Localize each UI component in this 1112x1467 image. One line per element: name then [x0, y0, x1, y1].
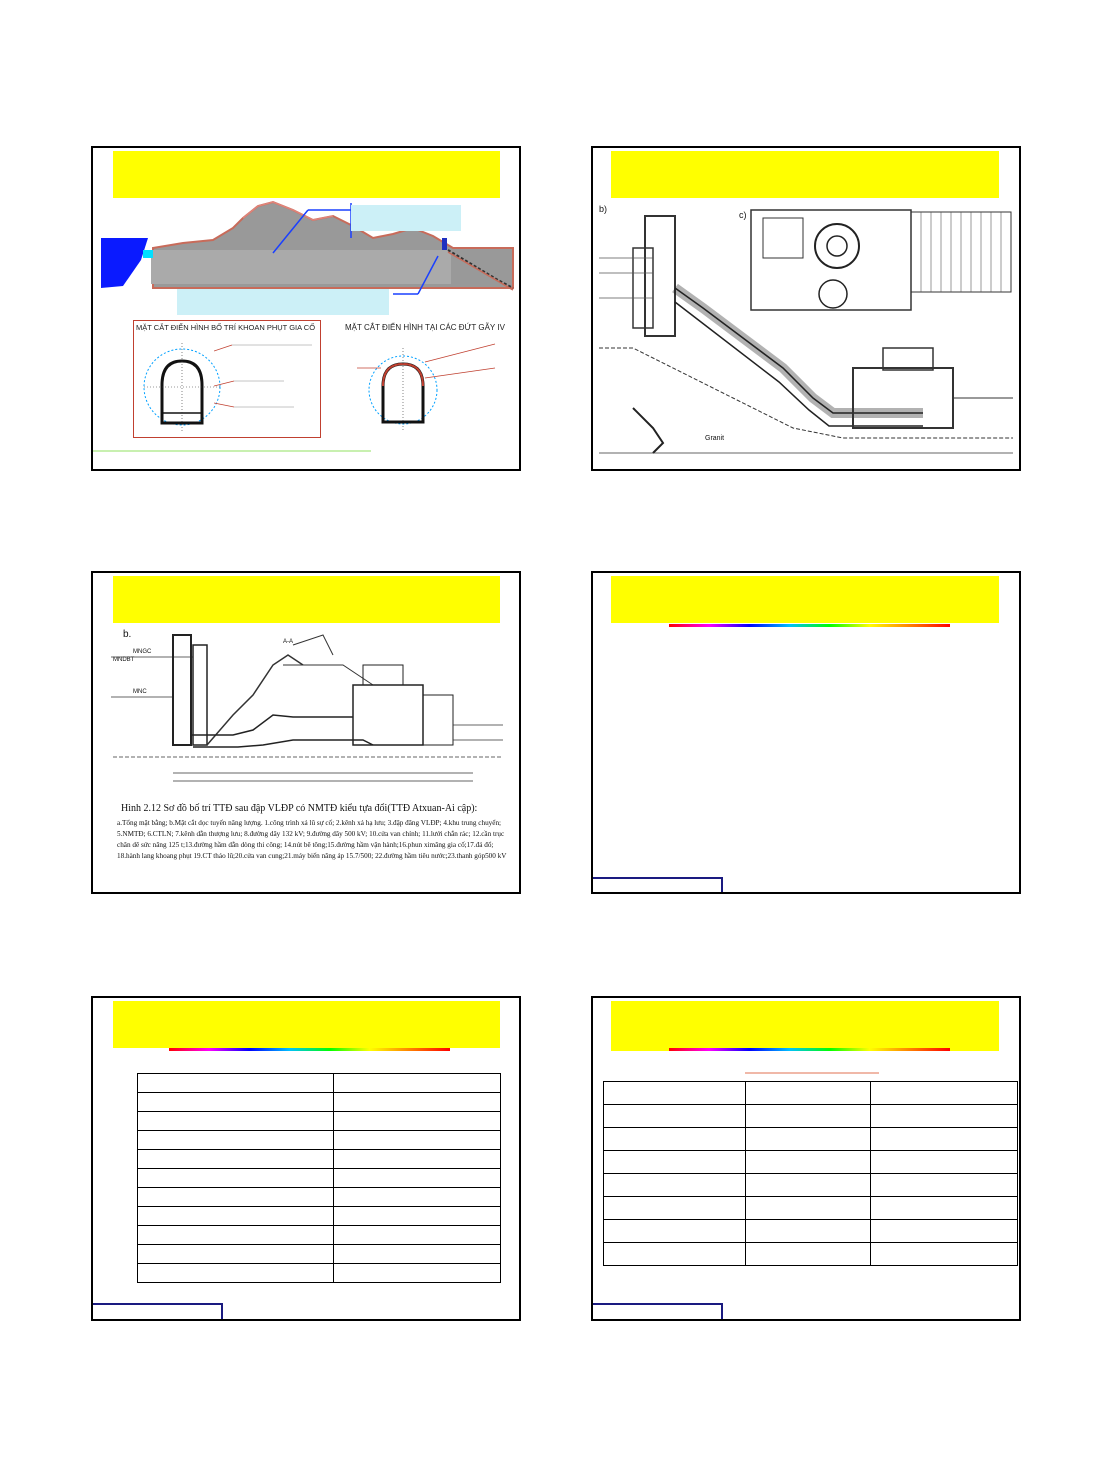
slide-1-callout-box-top [351, 205, 461, 231]
table-cell [870, 1174, 1017, 1197]
slide-5-rainbow-rule [169, 1048, 450, 1051]
table-cell [138, 1074, 334, 1093]
slide-6-data-table [603, 1081, 1018, 1266]
slide-2 [591, 146, 1021, 471]
slide-5-title-banner [113, 1001, 500, 1048]
slide-1-right-tunnel-diagram [355, 338, 515, 438]
table-cell [746, 1174, 870, 1197]
table-cell [138, 1264, 334, 1283]
table-cell [870, 1151, 1017, 1174]
slide-1-left-tunnel-diagram [142, 335, 222, 435]
table-cell [334, 1093, 501, 1112]
table-cell [870, 1197, 1017, 1220]
slide-1-title-banner [113, 151, 500, 198]
table-row [138, 1150, 501, 1169]
slide-2-label-c: c) [739, 210, 747, 220]
table-row [138, 1188, 501, 1207]
slide-1-left-section-panel [133, 320, 321, 438]
table-cell [138, 1112, 334, 1131]
table-row [138, 1207, 501, 1226]
slide-6-rainbow-rule [669, 1048, 950, 1051]
table-cell [746, 1128, 870, 1151]
slide-1-right-section-title: MẶT CẮT ĐIỂN HÌNH TẠI CÁC ĐỨT GÃY IV [345, 323, 505, 332]
table-cell [604, 1174, 746, 1197]
slide-1-footer-line [93, 450, 371, 452]
table-row [138, 1226, 501, 1245]
slide-3-label-b: b. [123, 629, 132, 640]
table-cell [604, 1220, 746, 1243]
table-row [138, 1074, 501, 1093]
table-cell [604, 1128, 746, 1151]
table-cell [870, 1105, 1017, 1128]
table-cell [746, 1082, 870, 1105]
table-row [604, 1105, 1018, 1128]
slide-4-footer-box [593, 877, 723, 894]
table-row [138, 1112, 501, 1131]
table-row [604, 1243, 1018, 1266]
table-row [604, 1082, 1018, 1105]
table-cell [870, 1243, 1017, 1266]
slide-3-mngc: MNGC [133, 649, 152, 655]
table-cell [604, 1082, 746, 1105]
slide-6-footer-box [593, 1303, 723, 1321]
slide-4-rainbow-rule [669, 624, 950, 627]
slide-3-mndbt: MNDBT [113, 657, 135, 663]
slide-5 [91, 996, 521, 1321]
slide-3-figure-caption-body: a.Tổng mặt bằng; b.Mặt cắt dọc tuyến năng lượng. 1.công trình xả lũ sự cố; 2.kênh xả hạ lưu; 3.đập đăng VLĐP; 4.khu trung chuyển; 5.NMTĐ; 6.CTLN; 7.kênh dẫn thượng lưu; 8.đường dây 132 kV; 9.đường dây 500 kV; 10.cửa van chính; 11.lưới chắn rác; 12.cần trục chân dê sức nâng 125 t;13.đường hầm dẫn dòng thi công; 14.nút bê tông;15.đường hầm vận hành;16.phun ximăng gia cố;17.đá đổ; 18.hành lang khoang phụt 19.CT tháo lũ;20.cửa van cung;21.máy biến năng áp 15.7/500; 22.đường hầm tiêu nước;23.thanh góp500 kV [117, 819, 507, 860]
table-cell [746, 1105, 870, 1128]
slide-3 [91, 571, 521, 894]
slide-2-rock-label: Granit [705, 435, 725, 442]
table-cell [138, 1207, 334, 1226]
table-row [604, 1128, 1018, 1151]
table-cell [138, 1188, 334, 1207]
table-row [138, 1093, 501, 1112]
table-cell [604, 1243, 746, 1266]
table-row [604, 1151, 1018, 1174]
slide-4-title-banner [611, 576, 999, 623]
table-cell [334, 1074, 501, 1093]
table-cell [334, 1131, 501, 1150]
slide-1-left-section-title: MẶT CẮT ĐIỂN HÌNH BỐ TRÍ KHOAN PHỤT GIA CỐ [136, 323, 316, 332]
table-cell [870, 1128, 1017, 1151]
table-cell [138, 1226, 334, 1245]
table-cell [334, 1226, 501, 1245]
table-row [138, 1264, 501, 1283]
table-cell [334, 1188, 501, 1207]
table-cell [334, 1207, 501, 1226]
table-cell [138, 1150, 334, 1169]
table-cell [604, 1197, 746, 1220]
table-cell [334, 1169, 501, 1188]
slide-2-title-banner [611, 151, 999, 198]
slide-3-section-mark: A-A [283, 639, 294, 645]
table-cell [334, 1112, 501, 1131]
table-cell [334, 1150, 501, 1169]
table-row [138, 1131, 501, 1150]
table-row [604, 1174, 1018, 1197]
slide-6-subtitle-underline [745, 1072, 879, 1074]
slide-6 [591, 996, 1021, 1321]
slide-1-left-annotation-lines [214, 341, 314, 421]
table-cell [138, 1093, 334, 1112]
table-cell [604, 1151, 746, 1174]
slide-3-mnc: MNC [133, 689, 147, 695]
table-cell [746, 1243, 870, 1266]
slide-5-footer-box [93, 1303, 223, 1321]
table-row [138, 1245, 501, 1264]
table-row [604, 1197, 1018, 1220]
table-cell [334, 1245, 501, 1264]
table-row [604, 1220, 1018, 1243]
slide-3-engineering-drawing [93, 625, 519, 795]
table-cell [138, 1169, 334, 1188]
table-cell [334, 1264, 501, 1283]
slide-2-engineering-drawing [593, 198, 1019, 468]
table-cell [746, 1197, 870, 1220]
slide-6-title-banner [611, 1001, 999, 1051]
slide-1-callout-box-bottom [177, 289, 389, 315]
table-cell [604, 1105, 746, 1128]
slide-4 [591, 571, 1021, 894]
table-cell [138, 1131, 334, 1150]
slide-2-label-b: b) [599, 204, 608, 214]
slide-5-data-table [137, 1073, 501, 1283]
slide-3-title-banner [113, 576, 500, 623]
slide-1 [91, 146, 521, 471]
table-cell [746, 1151, 870, 1174]
table-cell [870, 1082, 1017, 1105]
table-row [138, 1169, 501, 1188]
table-cell [870, 1220, 1017, 1243]
table-cell [138, 1245, 334, 1264]
table-cell [746, 1220, 870, 1243]
slide-3-figure-caption-title: Hình 2.12 Sơ đồ bố trí TTĐ sau đập VLĐP có NMTĐ kiểu tựa đổi(TTĐ Atxuan-Ai cập): [121, 803, 478, 814]
